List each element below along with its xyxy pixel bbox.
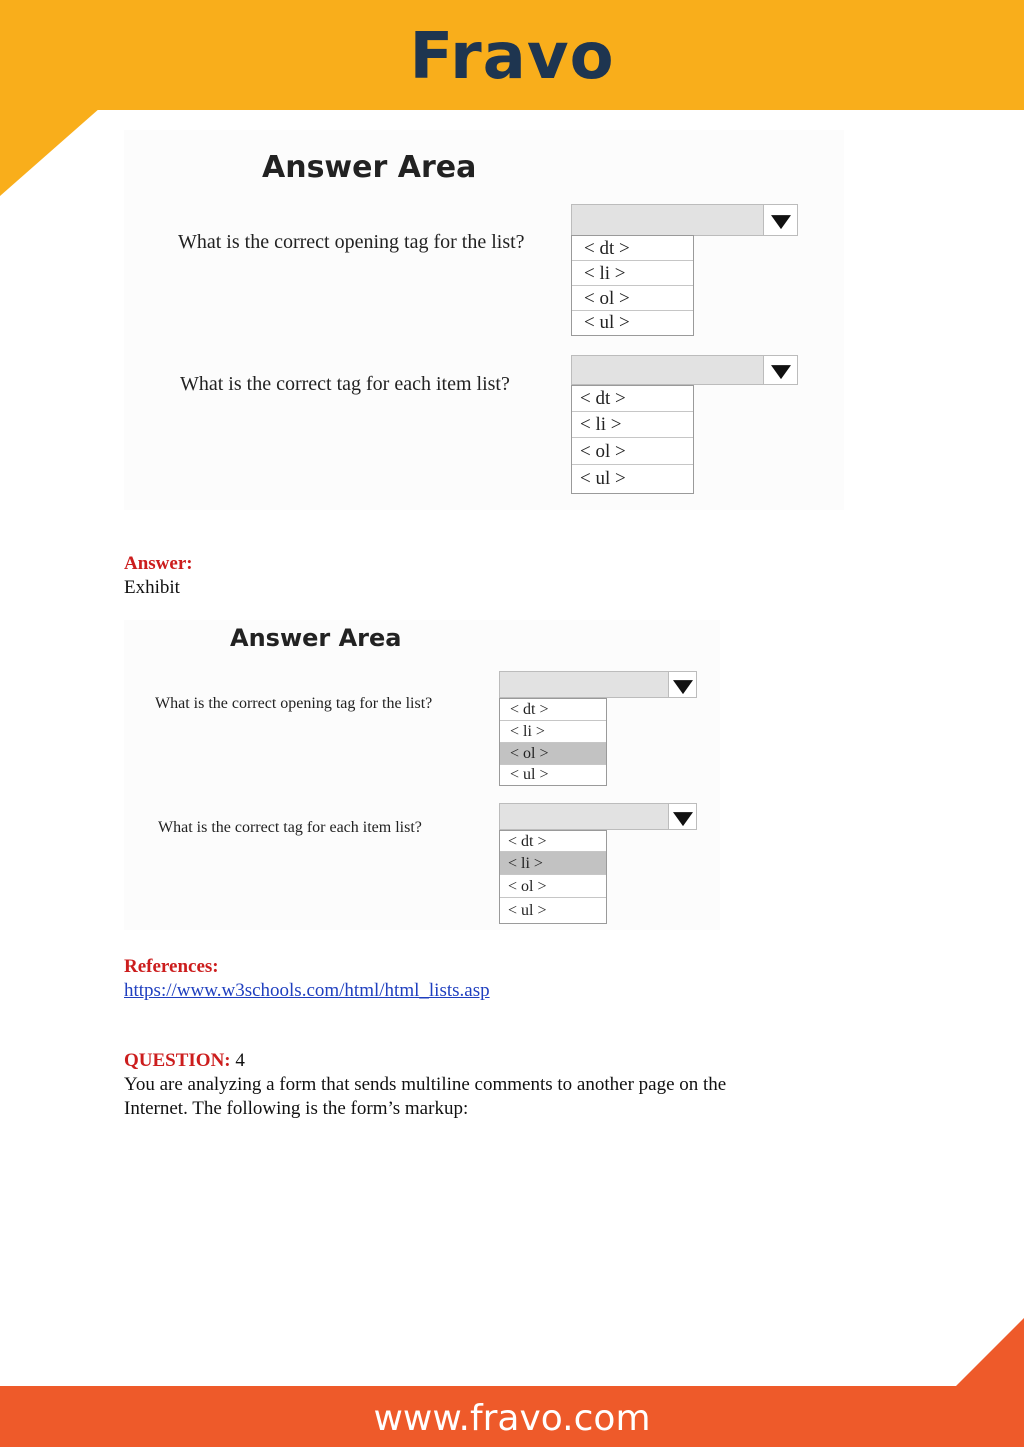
option-ol[interactable]: < ol > [500, 875, 606, 898]
item-tag-dropdown[interactable] [571, 355, 798, 385]
item-tag-dropdown[interactable] [499, 803, 697, 830]
references-label: References: [124, 956, 219, 977]
opening-tag-dropdown[interactable] [571, 204, 798, 236]
option-ul[interactable]: < ul > [510, 766, 549, 783]
option-li[interactable]: < li > [572, 261, 693, 286]
option-dt[interactable]: < dt > [500, 831, 606, 852]
chevron-down-icon[interactable] [668, 804, 696, 829]
answer-text: Exhibit [124, 577, 180, 598]
fravo-logo: Fravo [409, 20, 615, 94]
reference-link[interactable]: https://www.w3schools.com/html/html_lists.asp [124, 980, 490, 1001]
question-number: 4 [235, 1050, 245, 1071]
question-item-tag: What is the correct tag for each item list? [158, 819, 422, 836]
footer-url: www.fravo.com [373, 1398, 651, 1439]
option-ol[interactable]: < ol > [572, 286, 693, 311]
option-ul[interactable]: < ul > [580, 468, 626, 489]
footer-corner-decoration [954, 1318, 1024, 1388]
question-text-line-2: Internet. The following is the form’s markup: [124, 1098, 469, 1119]
option-ul[interactable]: < ul > [584, 312, 630, 333]
option-dt[interactable]: < dt > [500, 699, 606, 721]
question-opening-tag: What is the correct opening tag for the list? [155, 695, 433, 712]
option-dt[interactable]: < dt > [572, 386, 693, 412]
option-ol-selected[interactable]: < ol > [500, 743, 606, 765]
item-tag-options [571, 385, 694, 494]
answer-label: Answer: [124, 553, 193, 574]
chevron-down-icon[interactable] [763, 356, 797, 384]
answer-area-exhibit-1 [124, 130, 844, 510]
opening-tag-options [499, 698, 607, 786]
answer-area-title: Answer Area [230, 624, 402, 652]
chevron-down-icon[interactable] [668, 672, 696, 697]
question-opening-tag: What is the correct opening tag for the list? [178, 231, 525, 253]
option-li[interactable]: < li > [500, 721, 606, 743]
answer-area-exhibit-2 [124, 620, 720, 930]
question-label: QUESTION: [124, 1050, 231, 1071]
option-li[interactable]: < li > [572, 412, 693, 438]
question-text-line-1: You are analyzing a form that sends multiline comments to another page on the [124, 1074, 727, 1095]
option-ul[interactable]: < ul > [508, 902, 547, 919]
question-heading [124, 1050, 245, 1072]
item-tag-options [499, 830, 607, 924]
option-dt[interactable]: < dt > [572, 236, 693, 261]
header-corner-decoration [0, 108, 100, 196]
option-li-selected[interactable]: < li > [500, 852, 606, 875]
option-ol[interactable]: < ol > [572, 438, 693, 465]
question-item-tag: What is the correct tag for each item list? [180, 373, 510, 395]
opening-tag-dropdown[interactable] [499, 671, 697, 698]
chevron-down-icon[interactable] [763, 205, 797, 235]
opening-tag-options [571, 235, 694, 336]
answer-area-title: Answer Area [262, 150, 477, 185]
